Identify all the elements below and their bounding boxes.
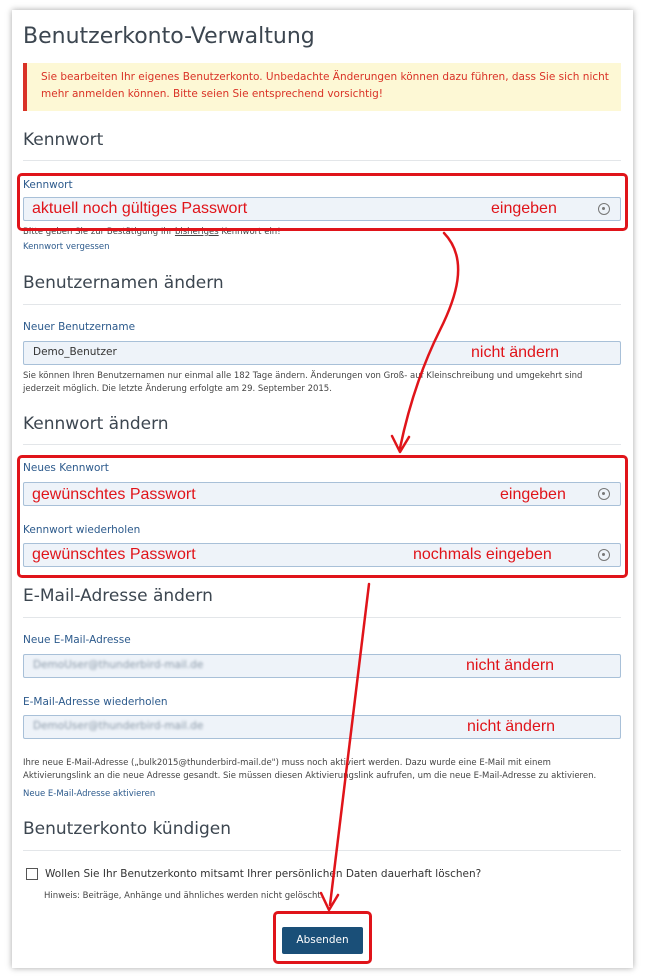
- section-title-password: Kennwort: [23, 130, 104, 150]
- annotation-text: gewünschtes Passwort: [32, 546, 196, 563]
- annotation-text: nicht ändern: [471, 344, 560, 361]
- annotation-text: nochmals eingeben: [413, 546, 552, 563]
- repeat-email-value: DemoUser@thunderbird-mail.de: [33, 720, 204, 732]
- current-password-label: Kennwort: [23, 179, 73, 191]
- username-help-text: Sie können Ihren Benutzernamen nur einmal alle 182 Tage ändern. Änderungen von Groß- auf Kleinschreibung und umgekehrt sind jederzeit möglich. Die letzte Änderung erfolgte am 29. September 2015.: [23, 371, 583, 394]
- section-title-change-password: Kennwort ändern: [23, 414, 169, 434]
- repeat-password-label: Kennwort wiederholen: [23, 524, 141, 536]
- delete-hint: Hinweis: Beiträge, Anhänge und ähnliches werden nicht gelöscht.: [44, 891, 324, 901]
- section-title-email: E-Mail-Adresse ändern: [23, 586, 213, 606]
- annotation-text: eingeben: [491, 200, 557, 217]
- annotation-arrow-2: [330, 584, 369, 905]
- submit-button[interactable]: Absenden: [282, 927, 363, 954]
- annotation-text: nicht ändern: [467, 718, 556, 735]
- new-password-label: Neues Kennwort: [23, 462, 109, 474]
- repeat-email-label: E-Mail-Adresse wiederholen: [23, 696, 168, 708]
- forgot-password-link[interactable]: Kennwort vergessen: [23, 242, 110, 252]
- username-value: Demo_Benutzer: [33, 346, 117, 358]
- activate-email-link[interactable]: Neue E-Mail-Adresse aktivieren: [23, 789, 156, 799]
- warning-banner: Sie bearbeiten Ihr eigenes Benutzerkonto. Unbedachte Änderungen können dazu führen, dass Sie sich nicht mehr anmelden können. Bitte seien Sie entsprechend vorsichtig!: [23, 63, 621, 111]
- annotation-text: nicht ändern: [466, 657, 555, 674]
- annotation-text: eingeben: [500, 486, 566, 503]
- delete-account-label: Wollen Sie Ihr Benutzerkonto mitsamt Ihrer persönlichen Daten dauerhaft löschen?: [45, 868, 482, 880]
- page-title: Benutzerkonto-Verwaltung: [23, 24, 315, 49]
- section-title-username: Benutzernamen ändern: [23, 273, 224, 293]
- annotation-text: aktuell noch gültiges Passwort: [32, 200, 248, 217]
- new-email-value: DemoUser@thunderbird-mail.de: [33, 659, 204, 671]
- section-title-delete: Benutzerkonto kündigen: [23, 819, 232, 839]
- password-help-text: Bitte geben Sie zur Bestätigung Ihr bisheriges Kennwort ein!: [23, 227, 281, 237]
- new-email-label: Neue E-Mail-Adresse: [23, 634, 131, 646]
- username-label: Neuer Benutzername: [23, 321, 136, 333]
- annotation-arrow-1: [400, 233, 458, 448]
- email-help-text: Ihre neue E-Mail-Adresse („bulk2015@thunderbird-mail.de") muss noch aktiviert werden. Dazu wurde eine E-Mail mit einem Aktivierungslink an die neue Adresse gesandt. Sie müssen diesen Aktivierungslink aufrufen, um die neue E-Mail-Adresse zu aktivieren.: [23, 758, 597, 781]
- annotation-text: gewünschtes Passwort: [32, 486, 196, 503]
